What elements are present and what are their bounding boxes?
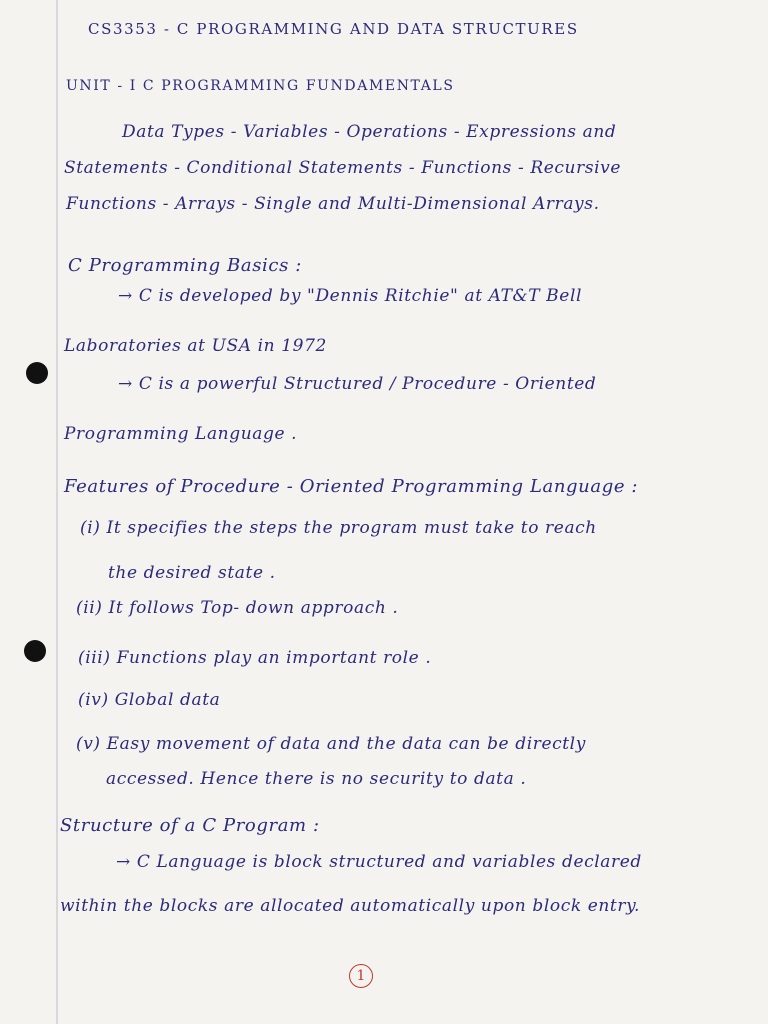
page-number: 1: [349, 964, 373, 988]
structure-line: → C Language is block structured and variables declared: [116, 852, 642, 872]
feature-line: (v) Easy movement of data and the data can be directly: [76, 734, 586, 754]
syllabus-line: Functions - Arrays - Single and Multi-Dimensional Arrays.: [66, 194, 600, 214]
feature-line: (iv) Global data: [78, 690, 221, 710]
section-title-structure: Structure of a C Program :: [60, 815, 320, 836]
basics-line: → C is developed by "Dennis Ritchie" at AT&T Bell: [118, 286, 583, 306]
syllabus-line: Statements - Conditional Statements - Functions - Recursive: [64, 158, 622, 178]
basics-line: → C is a powerful Structured / Procedure - Oriented: [118, 374, 597, 394]
binder-hole: [24, 640, 46, 662]
feature-line: (i) It specifies the steps the program must take to reach: [80, 518, 597, 538]
basics-line: Programming Language .: [64, 424, 298, 444]
feature-line: (ii) It follows Top- down approach .: [76, 598, 399, 618]
margin-line: [56, 0, 58, 1024]
unit-heading: UNIT - I C PROGRAMMING FUNDAMENTALS: [66, 78, 455, 94]
course-header: CS3353 - C PROGRAMMING AND DATA STRUCTURES: [88, 20, 579, 38]
feature-line: the desired state .: [108, 563, 276, 583]
structure-line: within the blocks are allocated automatically upon block entry.: [60, 896, 641, 916]
section-title-basics: C Programming Basics :: [68, 255, 302, 276]
basics-line: Laboratories at USA in 1972: [64, 336, 327, 356]
section-title-features: Features of Procedure - Oriented Programming Language :: [64, 476, 639, 497]
feature-line: accessed. Hence there is no security to data .: [106, 769, 527, 789]
feature-line: (iii) Functions play an important role .: [78, 648, 432, 668]
binder-hole: [26, 362, 48, 384]
syllabus-line: Data Types - Variables - Operations - Expressions and: [122, 122, 617, 142]
